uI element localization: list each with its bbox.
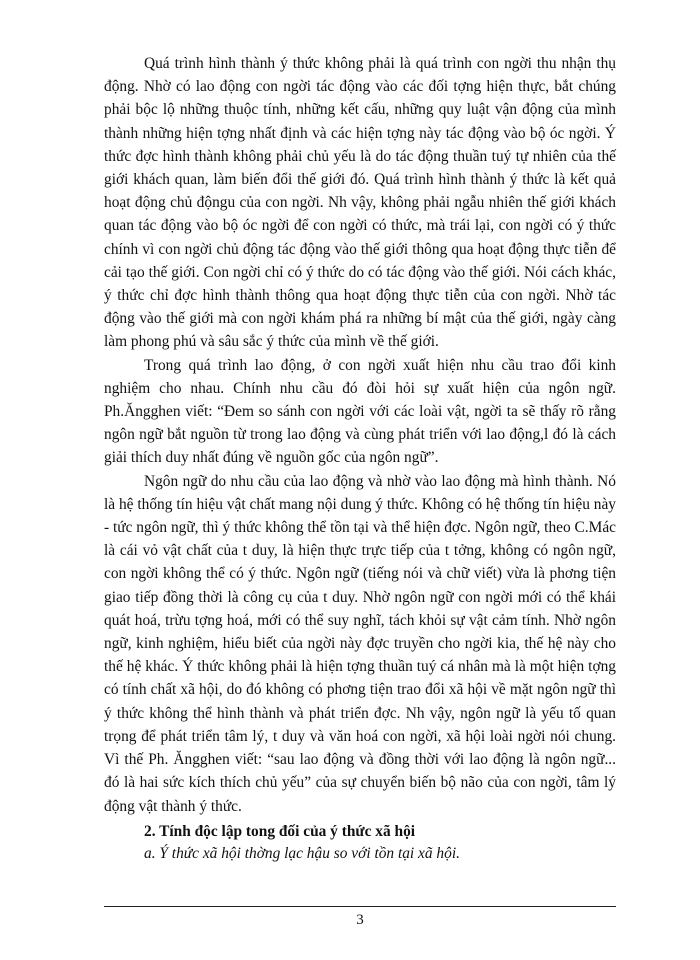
paragraph-language-role: Ngôn ngữ do nhu cầu của lao động và nhờ vào lao động mà hình thành. Nó là hệ thống tín hiệu vật chất mang nội dung ý thức. Không có hệ thống tín hiệu này - tức ngôn ngữ, thì ý thức không thể tồn tại và thể hiện đợc. Ngôn ngữ, theo C.Mác là cái vỏ vật chất của t duy, là hiện thực trực tiếp của t tởng, không có ngôn ngữ, con ngời không thể có ý thức. Ngôn ngữ (tiếng nói và chữ viết) vừa là phơng tiện giao tiếp đồng thời là công cụ của t duy. Nhờ ngôn ngữ con ngời mới có thể khái quát hoá, trừu tợng hoá, mới có thể suy nghĩ, tách khỏi sự vật cảm tính. Nhờ ngôn ngữ, kinh nghiệm, hiểu biết của ngời này đợc truyền cho ngời kia, thế hệ này cho thế hệ khác. Ý thức không phải là hiện tợng thuần tuý cá nhân mà là một hiện tợng có tính chất xã hội, do đó không có phơng tiện trao đổi xã hội về mặt ngôn ngữ thì ý thức không thể hình thành và phát triển đợc. Nh vậy, ngôn ngữ là yếu tố quan trọng để phát triển tâm lý, t duy và văn hoá con ngời, xã hội loài ngời nói chung. Vì thế Ph. Ăngghen viết: “sau lao động và đồng thời với lao động là ngôn ngữ... đó là hai sức kích thích chủ yếu” của sự chuyển biến bộ não của con ngời, tâm lý động vật thành ý thức. [104, 472, 616, 815]
section-subheading: a. Ý thức xã hội thờng lạc hậu so với tồn tại xã hội. [144, 844, 460, 862]
paragraph-consciousness-formation: Quá trình hình thành ý thức không phải là quá trình con ngời thu nhận thụ động. Nhờ có lao động con ngời tác động vào các đối tợng hiện thực, bắt chúng phải bộc lộ những thuộc tính, những kết cấu, những quy luật vận động của mình thành những hiện tợng nhất định và các hiện tợng này tác động vào bộ óc ngời. Ý thức đợc hình thành không phải chủ yếu là do tác động thuần tuý tự nhiên của thế giới khách quan, làm biến đổi thế giới đó. Quá trình hình thành ý thức là kết quả hoạt động chủ độngu của con ngời. Nh vậy, không phải ngẫu nhiên thế giới khách quan tác động vào bộ óc ngời để con ngời có thức, mà trái lại, con ngời có ý thức chính vì con ngời chủ động tác động vào thế giới thông qua hoạt động thực tiễn để cải tạo thế giới. Con ngời chỉ có ý thức do có tác động vào thế giới. Nói cách khác, ý thức chỉ đợc hình thành thông qua hoạt động thực tiễn của con ngời. Nhờ tác động vào thế giới mà con ngời khám phá ra những bí mật của thế giới, ngày càng làm phong phú và sâu sắc ý thức của mình về thế giới. [104, 55, 616, 351]
footer-divider [104, 906, 616, 907]
paragraph-labor-language-need: Trong quá trình lao động, ở con ngời xuất hiện nhu cầu trao đổi kinh nghiệm cho nhau. Chính nhu cầu đó đòi hỏi sự xuất hiện của ngôn ngữ. Ph.Ăngghen viết: “Đem so sánh con ngời với các loài vật, ngời ta sẽ thấy rõ rằng ngôn ngữ bắt nguồn từ trong lao động và cùng phát triển với lao động,l đó là cách giải thích duy nhất đúng về nguồn gốc của ngôn ngữ”. [104, 356, 616, 467]
page-number: 3 [356, 912, 364, 928]
section-heading: 2. Tính độc lập tong đối của ý thức xã hội [144, 822, 416, 840]
body-text [104, 52, 616, 865]
